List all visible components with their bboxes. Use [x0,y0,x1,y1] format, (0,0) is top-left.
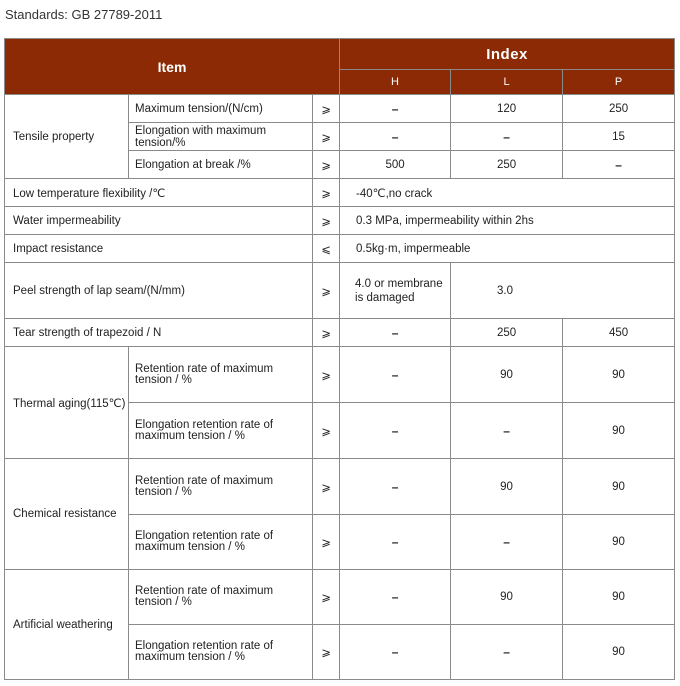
table-row [5,235,675,263]
cell-h: – [340,347,451,403]
cell-p: 90 [563,403,675,459]
row-label: Retention rate of maximum tension / % [129,570,313,625]
cell-l: 250 [451,151,563,179]
comparison-symbol: ⩾ [313,570,340,625]
row-label: Elongation at break /% [129,151,313,179]
cell-h: – [340,95,451,123]
comparison-symbol: ⩾ [313,319,340,347]
comparison-symbol: ⩾ [313,207,340,235]
table-row [5,459,675,515]
group-label: Artificial weathering [5,570,129,680]
standard-label: Standards: GB 27789-2011 [5,7,163,22]
row-label: Water impermeability [5,207,313,235]
cell-p: 90 [563,459,675,515]
row-value: 0.3 MPa, impermeability within 2hs [340,207,675,235]
cell-p: 90 [563,625,675,680]
row-value: -40℃,no crack [340,179,675,207]
cell-p: 90 [563,570,675,625]
cell-h: 500 [340,151,451,179]
cell-h: – [340,625,451,680]
row-label: Maximum tension/(N/cm) [129,95,313,123]
cell-h: 4.0 or membrane is damaged [340,263,451,319]
row-label: Impact resistance [5,235,313,263]
cell-p: 90 [563,515,675,570]
header-col-h: H [340,70,451,95]
cell-l: – [451,403,563,459]
header-col-l: L [451,70,563,95]
table-row [5,179,675,207]
comparison-symbol: ⩾ [313,151,340,179]
comparison-symbol: ⩾ [313,403,340,459]
group-label: Tensile property [5,95,129,179]
header-row [5,39,675,70]
table-row [5,263,675,319]
comparison-symbol: ⩾ [313,123,340,151]
cell-p: 250 [563,95,675,123]
group-label: Chemical resistance [5,459,129,570]
comparison-symbol: ⩽ [313,235,340,263]
header-index: Index [340,39,675,70]
cell-h: – [340,459,451,515]
row-label: Elongation retention rate of maximum tension / % [129,403,313,459]
row-value: 0.5kg·m, impermeable [340,235,675,263]
cell-l: – [451,515,563,570]
row-label: Retention rate of maximum tension / % [129,347,313,403]
comparison-symbol: ⩾ [313,515,340,570]
header-item: Item [5,39,340,95]
cell-l: – [451,123,563,151]
header-col-p: P [563,70,675,95]
row-label: Elongation retention rate of maximum tension / % [129,625,313,680]
cell-l: 90 [451,459,563,515]
cell-h: – [340,123,451,151]
table-row [5,95,675,123]
table-row [5,570,675,625]
row-label: Peel strength of lap seam/(N/mm) [5,263,313,319]
cell-l: 90 [451,570,563,625]
comparison-symbol: ⩾ [313,625,340,680]
cell-lp: 3.0 [451,263,675,319]
cell-l: 90 [451,347,563,403]
row-label: Elongation retention rate of maximum tension / % [129,515,313,570]
cell-l: – [451,625,563,680]
cell-h: – [340,570,451,625]
row-label: Low temperature flexibility /℃ [5,179,313,207]
cell-p: 15 [563,123,675,151]
comparison-symbol: ⩾ [313,459,340,515]
cell-h: – [340,319,451,347]
row-label: Elongation with maximum tension/% [129,123,313,151]
table-row [5,347,675,403]
table-row [5,207,675,235]
comparison-symbol: ⩾ [313,263,340,319]
cell-p: 450 [563,319,675,347]
cell-h: – [340,515,451,570]
cell-l: 250 [451,319,563,347]
spec-table [4,38,675,680]
cell-l: 120 [451,95,563,123]
comparison-symbol: ⩾ [313,179,340,207]
cell-p: 90 [563,347,675,403]
comparison-symbol: ⩾ [313,95,340,123]
group-label: Thermal aging(115℃) [5,347,129,459]
row-label: Tear strength of trapezoid / N [5,319,313,347]
table-row [5,319,675,347]
comparison-symbol: ⩾ [313,347,340,403]
cell-p: – [563,151,675,179]
row-label: Retention rate of maximum tension / % [129,459,313,515]
cell-h: – [340,403,451,459]
